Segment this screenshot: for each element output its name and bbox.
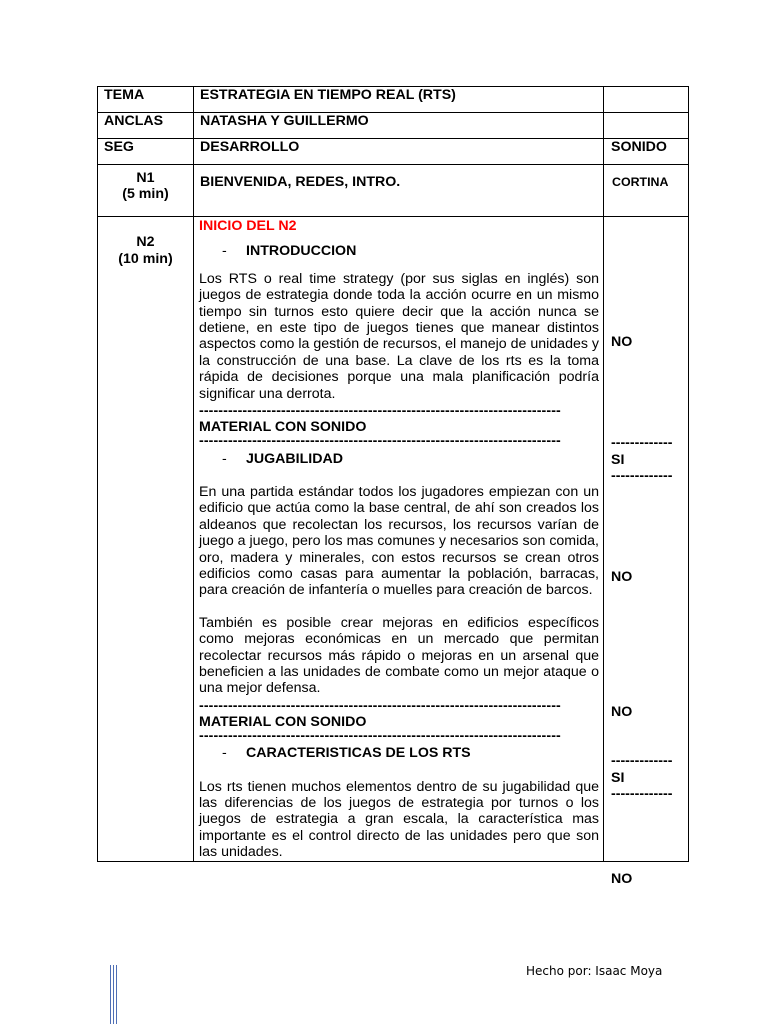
n1-seg-label: N1: [136, 170, 155, 186]
seg-header: SEG: [98, 139, 194, 165]
material-con-sonido-2: MATERIAL CON SONIDO: [199, 713, 367, 730]
material-con-sonido-1: MATERIAL CON SONIDO: [199, 419, 367, 436]
script-table: [97, 86, 689, 887]
jugabilidad-title: JUGABILIDAD: [246, 451, 343, 468]
tema-value: ESTRATEGIA EN TIEMPO REAL (RTS): [194, 87, 604, 113]
bullet-dash: -: [222, 745, 227, 762]
jugabilidad-text-2: También es posible crear mejoras en edificios específicos como mejoras económicas en un mercado que permitan recolectar recursos más rápido o mejoras en un arsenal que beneficien a las unidades de combate como un mejor ataque o una mejor defensa.: [199, 614, 599, 697]
n2-inicio-heading: INICIO DEL N2: [199, 218, 297, 234]
column-header-row: [98, 139, 689, 165]
n1-desarrollo: BIENVENIDA, REDES, INTRO.: [194, 165, 604, 217]
anclas-value: NATASHA Y GUILLERMO: [194, 113, 604, 139]
sonido-header: SONIDO: [604, 139, 689, 165]
divider-3: ---------------------------------------------------------------------------: [199, 699, 561, 712]
caracteristicas-title: CARACTERISTICAS DE LOS RTS: [246, 745, 471, 762]
anclas-label: ANCLAS: [98, 113, 194, 139]
tema-sonido-empty: [604, 87, 689, 113]
divider-1: ---------------------------------------------------------------------------: [199, 405, 561, 418]
jugabilidad-bullet: [199, 451, 599, 467]
sonido-divider-1: -------------: [611, 435, 673, 451]
bullet-dash: -: [222, 451, 227, 468]
jugabilidad-sonido-1: NO: [611, 569, 633, 585]
jugabilidad-sonido-2: NO: [611, 704, 633, 720]
sonido-divider-2: -------------: [611, 468, 673, 484]
n2-seg-cell: [98, 217, 194, 862]
desarrollo-header: DESARROLLO: [194, 139, 604, 165]
material-2-sonido: SI: [611, 770, 625, 786]
footer-author: Hecho por: Isaac Moya: [526, 964, 663, 978]
caracteristicas-bullet: [199, 745, 599, 761]
jugabilidad-text-1: En una partida estándar todos los jugadores empiezan con un edificio que actúa como la base central, de ahí son creados los aldeanos que recolectan los recursos, los recursos varían de juego a juego, pero los mas comunes y necesarios son comida, oro, madera y minerales, con estos recursos se crean otros edificios como casas para aumentar la población, barracas, para creación de infantería o muelles para creación de barcos.: [199, 483, 599, 599]
intro-text: Los RTS o real time strategy (por sus siglas en inglés) son juegos de estrategia donde toda la acción ocurre en un mismo tiempo sin turnos esto quiere decir que la acción nunca se detiene, en este tipo de juegos tienes que manear distintos aspectos como la gestión de recursos, el manejo de unidades y la construcción de una base. La clave de los rts es la toma rápida de decisiones porque una mala planificación podría significar una derrota.: [199, 270, 599, 402]
intro-title: INTRODUCCION: [246, 243, 357, 260]
n2-duration: (10 min): [118, 251, 173, 267]
anclas-row: [98, 113, 689, 139]
tema-row: [98, 87, 689, 113]
n1-row: [98, 165, 689, 217]
n2-seg-label: N2: [136, 234, 155, 250]
caracteristicas-sonido: NO: [611, 871, 633, 887]
intro-bullet: [199, 243, 599, 259]
caracteristicas-text: Los rts tienen muchos elementos dentro de su jugabilidad que las diferencias de los juegos de estrategia por turnos o los juegos de estrategia a gran escala, la característica mas importante es el control directo de las unidades pero que son las unidades.: [199, 778, 599, 861]
divider-2: ---------------------------------------------------------------------------: [199, 435, 561, 448]
material-1-sonido: SI: [611, 452, 625, 468]
tema-label: TEMA: [98, 87, 194, 113]
n2-desarrollo-cell: [194, 217, 604, 862]
intro-sonido: NO: [611, 334, 633, 350]
divider-4: ---------------------------------------------------------------------------: [199, 730, 561, 743]
n2-sonido-cell: [604, 217, 689, 887]
bullet-dash: -: [222, 243, 227, 260]
sonido-divider-4: -------------: [611, 786, 673, 802]
n1-sonido: CORTINA: [604, 165, 689, 217]
sonido-divider-3: -------------: [611, 753, 673, 769]
margin-lines-decoration: [110, 965, 118, 1024]
n2-row: [98, 217, 689, 862]
n1-seg-cell: [98, 165, 194, 217]
n1-duration: (5 min): [122, 186, 169, 203]
anclas-sonido-empty: [604, 113, 689, 139]
